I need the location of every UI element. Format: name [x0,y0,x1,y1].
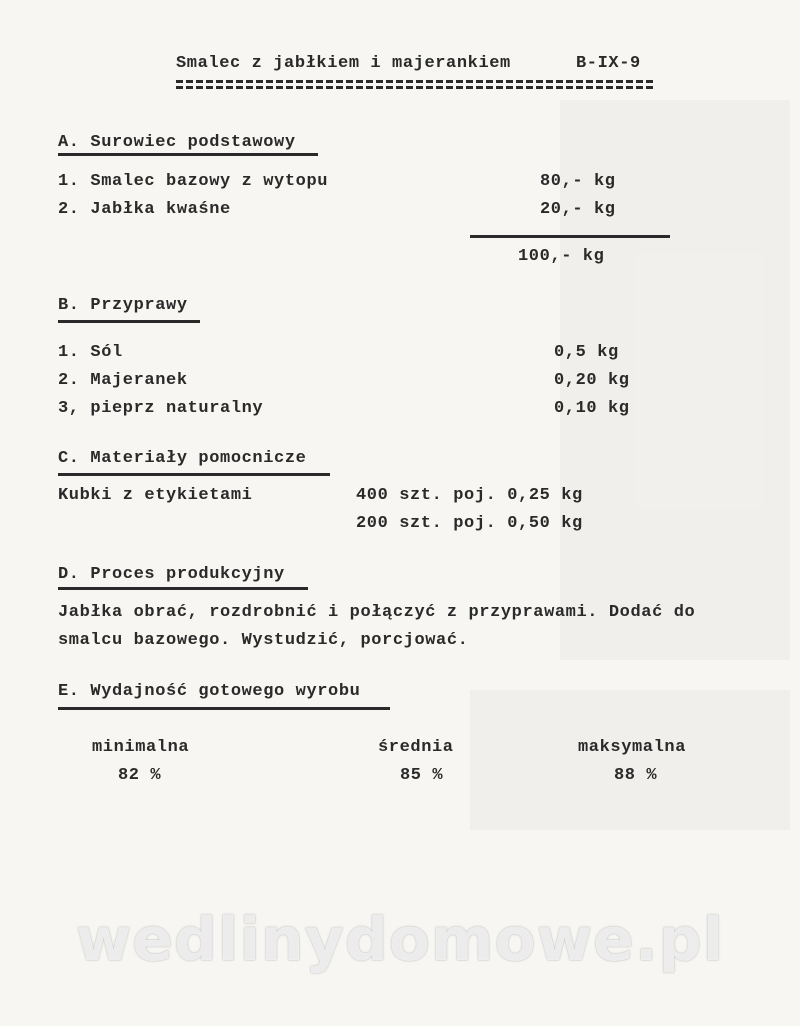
section-b-item-3-qty: 0,10 kg [554,399,630,418]
section-b-item-2-label: 2. Majeranek [58,371,188,390]
section-a-item-2-label: 2. Jabłka kwaśne [58,200,231,219]
section-a-item-1-label: 1. Smalec bazowy z wytopu [58,172,329,191]
section-a-heading: A. Surowiec podstawowy [58,133,296,152]
section-b-underline [58,320,200,323]
section-a-item-2-qty: 20,- kg [540,200,616,219]
section-c-heading: C. Materiały pomocnicze [58,449,307,468]
yield-avg-value: 85 % [400,766,444,785]
section-a-item-1-qty: 80,- kg [540,172,616,191]
yield-max-value: 88 % [614,766,658,785]
section-b-item-1-label: 1. Sól [58,343,123,362]
section-b-heading: B. Przyprawy [58,296,188,315]
section-a-total: 100,- kg [518,247,605,266]
section-d-underline [58,587,308,590]
section-b-item-1-qty: 0,5 kg [554,343,619,362]
section-d-line-1: Jabłka obrać, rozdrobnić i połączyć z przyprawami. Dodać do [58,603,696,622]
section-e-heading: E. Wydajność gotowego wyrobu [58,682,361,701]
section-c-label: Kubki z etykietami [58,486,253,505]
yield-max-label: maksymalna [578,738,687,757]
bleed-through [470,690,790,830]
section-e-underline [58,707,390,710]
section-b-item-3-label: 3, pieprz naturalny [58,399,264,418]
section-b-item-2-qty: 0,20 kg [554,371,630,390]
section-d-line-2: smalcu bazowego. Wystudzić, porcjować. [58,631,469,650]
section-c-underline [58,473,330,476]
document-title: Smalec z jabłkiem i majerankiem [176,54,511,73]
total-rule [470,235,670,238]
title-double-underline [176,80,654,89]
watermark: wedlinydomowe.pl [75,905,725,975]
section-d-heading: D. Proces produkcyjny [58,565,285,584]
yield-min-value: 82 % [118,766,162,785]
section-c-line-1: 400 szt. poj. 0,25 kg [356,486,583,505]
recipe-code: B-IX-9 [576,54,641,73]
yield-min-label: minimalna [92,738,190,757]
section-a-underline [58,153,318,156]
section-c-line-2: 200 szt. poj. 0,50 kg [356,514,583,533]
yield-avg-label: średnia [378,738,454,757]
